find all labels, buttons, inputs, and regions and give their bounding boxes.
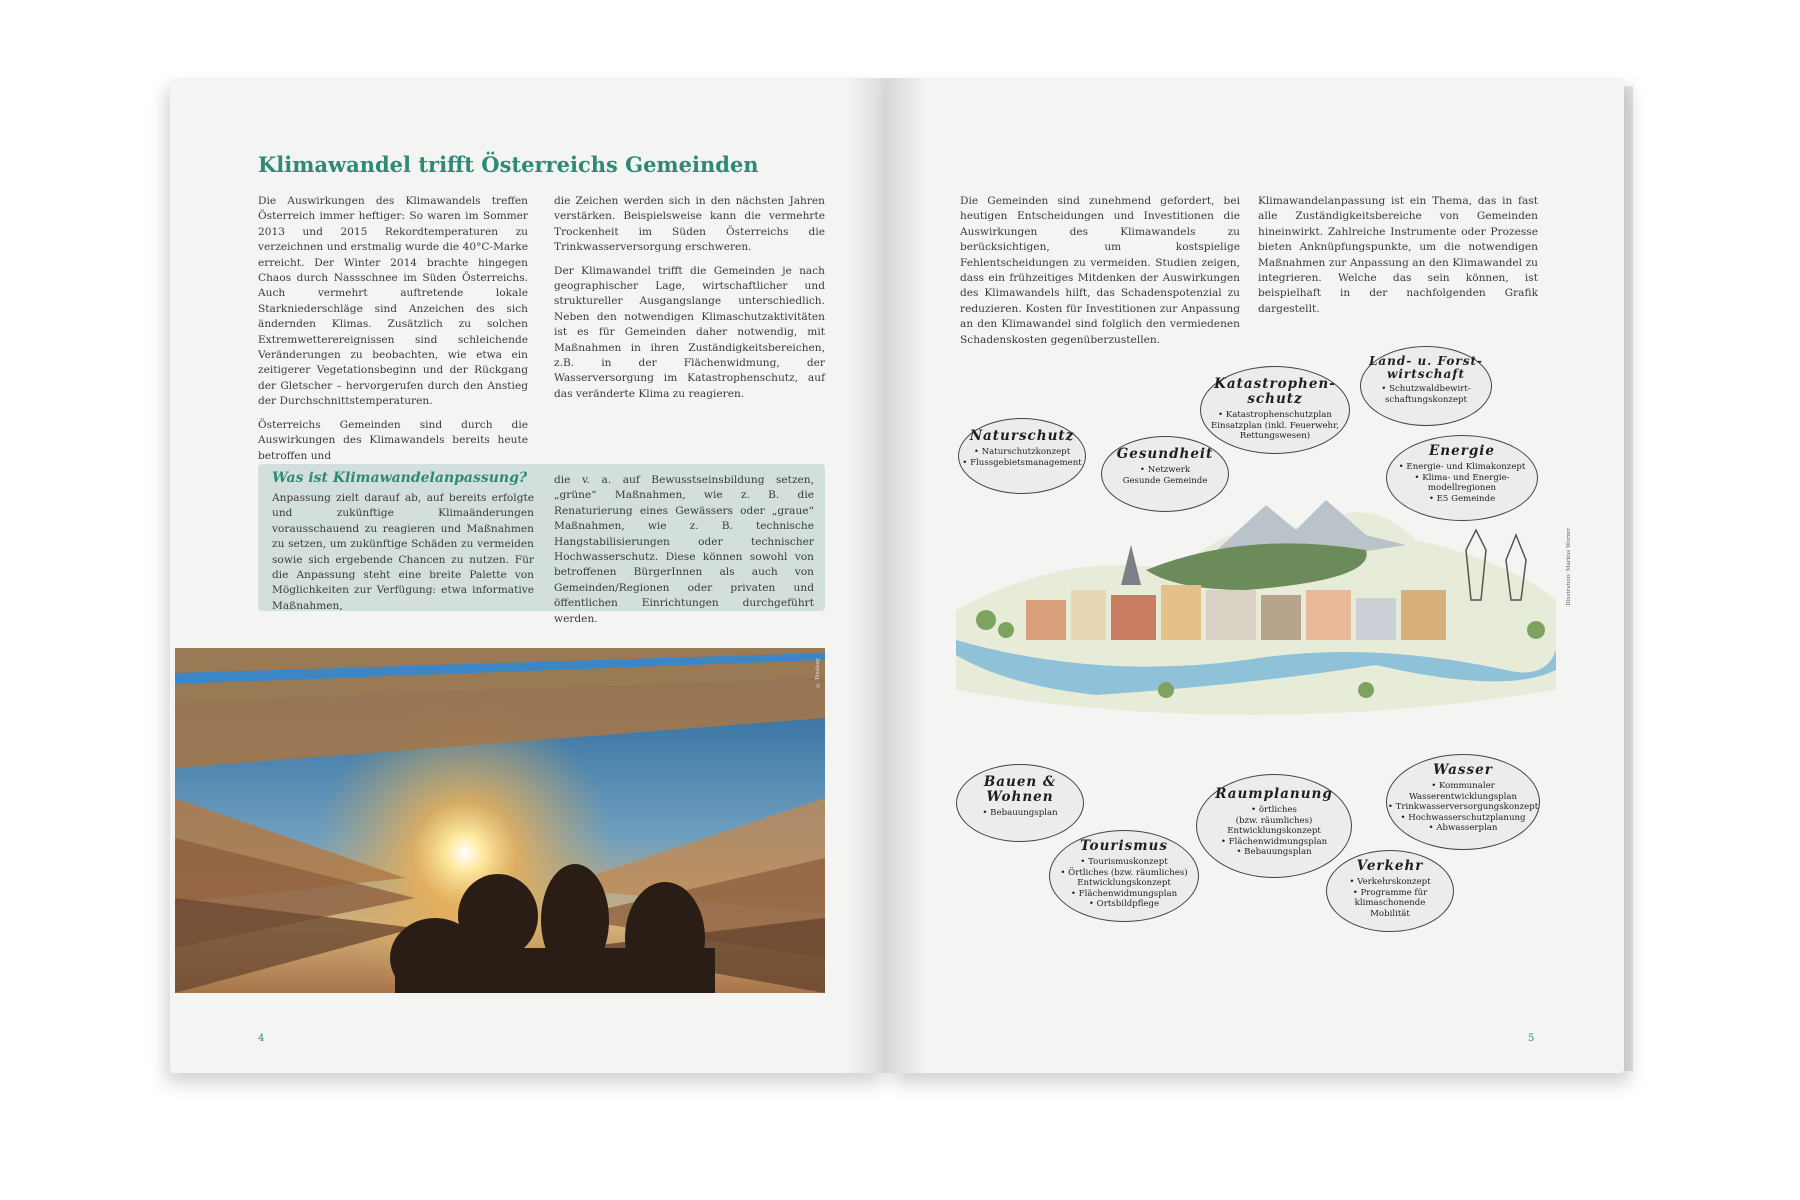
- bubble-title: Katastrophen-schutz: [1214, 376, 1336, 407]
- bubble-verkehr: [1326, 850, 1454, 932]
- bubble-title: Verkehr: [1356, 858, 1424, 874]
- gutter-shadow-right: [886, 78, 926, 1073]
- paragraph: die Zeichen werden sich in den nächsten Jahren verstärken. Beispielsweise kann die vermehrte Trockenheit im Süden Österreichs die Trinkwasserversorgung erschweren.: [554, 195, 825, 254]
- bubble-title: Raumplanung: [1215, 786, 1333, 802]
- bubble-items: • Katastrophenschutzplan Einsatzplan (inkl. Feuerwehr, Rettungswesen): [1211, 410, 1339, 442]
- bubble-items: • örtliches (bzw. räumliches) Entwicklungskonzept • Flächenwidmungsplan • Bebauungsplan: [1220, 805, 1328, 858]
- blinds-sun-illustration: [175, 648, 825, 993]
- bubble-title: Land- u. Forst-wirtschaft: [1368, 354, 1484, 381]
- bubble-title: Wasser: [1433, 762, 1493, 778]
- gutter-shadow-left: [846, 78, 886, 1073]
- bubble-items: • Energie- und Klimakonzept • Klima- und Energie- modellregionen • E5 Gemeinde: [1398, 462, 1526, 504]
- info-box-text-2: die v. a. auf Bewusstseinsbildung setzen, „grüne“ Maßnahmen, wie z. B. die Renaturierung eines Gewässers oder „graue“ Maßnahmen, wie z. B. technische Hangstabilisierungen oder technischer Hochwasserschutz. Diese können sowohl von betroffenen BürgerInnen als auch von Gemeinden/Regionen oder privaten und öffentlichen Einrichtungen durchgeführt werden.: [554, 474, 814, 625]
- text-column-4: Klimawandelanpassung ist ein Thema, das in fast alle Zuständigkeitsbereiche von Gemeinden hineinwirkt. Zahlreiche Instrumente oder Prozesse bieten Anknüpfungspunkte, um die notwendigen Maßnahmen zur Anpassung an den Klimawandel zu integrieren. Welche das sein können, ist beispielhaft in der nachfolgenden Grafik dargestellt.: [1258, 195, 1538, 315]
- paragraph: Österreichs Gemeinden sind durch die Auswirkungen des Klimawandels bereits heute betroffen und: [258, 418, 528, 462]
- page-title: Klimawandel trifft Österreichs Gemeinden: [258, 152, 759, 177]
- bubble-items: • Kommunaler Wasserentwicklungsplan • Trinkwasserversorgungskonzept • Hochwasserschutzplanung • Abwasserplan: [1387, 781, 1539, 834]
- text-column-2: [554, 194, 825, 410]
- paragraph: Der Klimawandel trifft die Gemeinden je nach geographischer Lage, wirtschaftlicher und struktureller Ausgangslange unterschiedlich. Neben den notwendigen Klimaschutzaktivitäten ist es für Gemeinden daher notwendig, mit Maßnahmen in ihren Zuständigkeitsbereichen, z.B. in der Flächenwidmung, der Wasserversorgung im Katastrophenschutz, auf das veränderte Klima zu reagieren.: [554, 264, 825, 400]
- illustration-credit: Illustration: Markus Worzer: [1566, 528, 1572, 606]
- bubble-items: • Schutzwaldbewirt- schaftungskonzept: [1381, 384, 1471, 405]
- sunset-photo: [175, 648, 825, 993]
- bubble-title: Gesundheit: [1116, 446, 1214, 462]
- bubble-tourismus: [1049, 830, 1199, 922]
- bubble-items: • Tourismuskonzept • Örtliches (bzw. räumliches) Entwicklungskonzept • Flächenwidmungsplan • Ortsbildpflege: [1060, 857, 1188, 910]
- bubble-items: • Bebauungsplan: [982, 808, 1058, 818]
- bubble-land-forstwirtschaft: [1360, 346, 1492, 426]
- bubble-katastrophenschutz: [1200, 366, 1350, 454]
- info-box-text-1: Anpassung zielt darauf ab, auf bereits erfolgte und zukünftige Klimaänderungen vorausschauend zu reagieren und Maßnahmen zu setzen, um zukünftige Schäden zu vermeiden sowie sich ergebende Chancen zu nutzen. Für die Anpassung steht eine breite Palette von Möglichkeiten zur Verfügung: etwa informative Maßnahmen,: [272, 492, 534, 612]
- bubble-items: • Naturschutzkonzept • Flussgebietsmanagement: [962, 447, 1082, 468]
- right-page: [886, 78, 1624, 1073]
- info-box-heading: Was ist Klimawandelanpassung?: [272, 470, 528, 486]
- bubble-energie: [1386, 435, 1538, 521]
- bubble-bauen-wohnen: [956, 764, 1084, 842]
- text-column-3: Die Gemeinden sind zunehmend gefordert, bei heutigen Entscheidungen und Investitionen die Auswirkungen des Klimawandels zu berücksichtigen, um kostspielige Fehlentscheidungen zu vermeiden. Studien zeigen, dass ein frühzeitiges Mitdenken der Auswirkungen des Klimawandels hilft, das Schadenspotenzial zu reduzieren. Kosten für Investitionen zur Anpassung an den Klimawandel sind folglich den vermiedenen Schadenskosten gegenüberzustellen.: [960, 195, 1240, 346]
- bubble-title: Naturschutz: [969, 428, 1075, 444]
- photo-credit: © Pixabay: [815, 658, 821, 688]
- page-number-left: 4: [258, 1033, 265, 1044]
- bubble-title: Tourismus: [1080, 838, 1168, 854]
- town-illustration: [946, 490, 1564, 728]
- bubble-title: Bauen & Wohnen: [983, 774, 1057, 805]
- bubble-items: • Verkehrskonzept • Programme für klimaschonende Mobilität: [1349, 877, 1431, 919]
- text-column-1: [258, 194, 528, 472]
- bubble-gesundheit: [1101, 436, 1229, 512]
- bubble-naturschutz: [958, 418, 1086, 494]
- paragraph: Die Auswirkungen des Klimawandels treffen Österreich immer heftiger: So waren im Sommer 2013 und 2015 Rekordtemperaturen zu verzeichnen und erstmalig wurde die 40°C-Marke erreicht. Der Winter 2014 brachte hingegen Chaos durch Nassschnee im Süden Österreichs. Auch vermehrt auftretende lokale Starkniederschläge sind Anzeichen des sich ändernden Klimas. Zusätzlich zu solchen Extremwetterereignissen sind schleichende Veränderungen zu beobachten, wie etwa ein zeitigerer Vegetationsbeginn und der Rückgang der Gletscher – hervorgerufen durch den Anstieg der Durchschnittstemperaturen.: [258, 195, 528, 408]
- page-number-right: 5: [1528, 1033, 1535, 1044]
- bubble-wasser: [1386, 754, 1540, 850]
- info-box: [258, 464, 825, 625]
- left-page: [170, 78, 886, 1073]
- bubble-title: Energie: [1429, 443, 1495, 459]
- bubble-items: • Netzwerk Gesunde Gemeinde: [1122, 465, 1208, 486]
